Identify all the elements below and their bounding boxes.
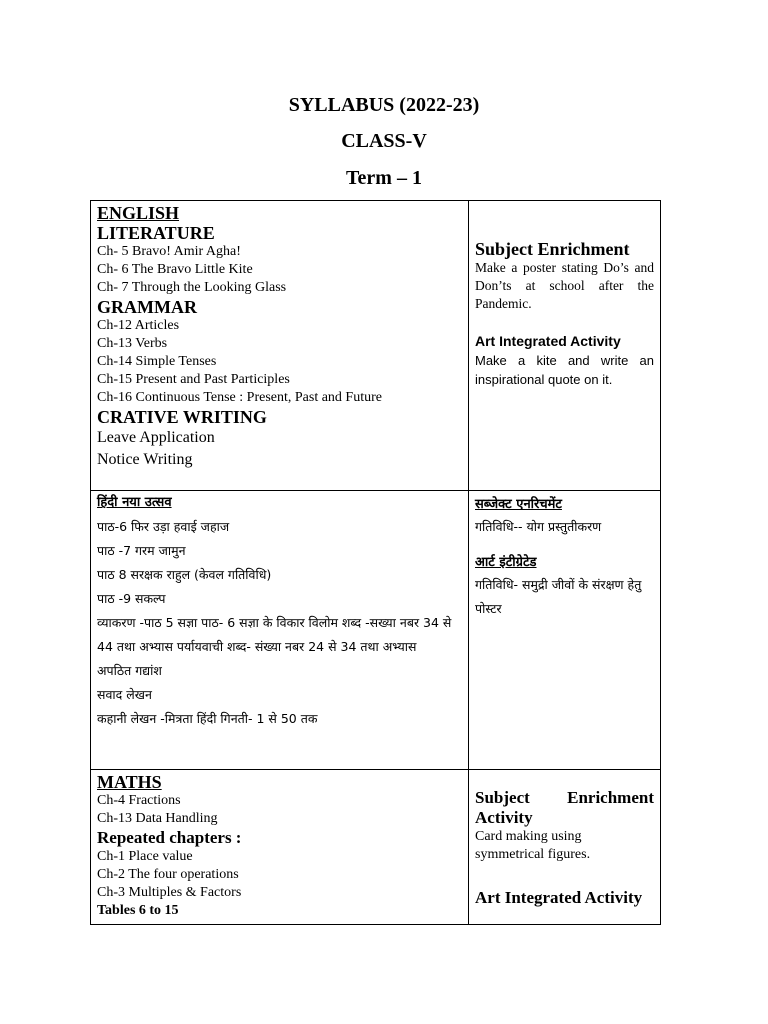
maths-enrichment-heading: Subject Enrichment Activity	[475, 788, 654, 827]
creative-writing-heading: CRATIVE WRITING	[97, 407, 267, 427]
tables-item: Tables 6 to 15	[97, 903, 179, 918]
literature-item: Ch- 6 The Bravo Little Kite	[97, 262, 253, 277]
hindi-line: पाठ -9 सकल्प	[97, 591, 166, 606]
english-activity-cell	[469, 201, 661, 491]
english-content-cell	[91, 201, 469, 491]
repeated-item: Ch-3 Multiples & Factors	[97, 885, 242, 900]
hindi-line: पाठ-6 फिर उड़ा हवाई जहाज	[97, 519, 230, 534]
maths-art-heading: Art Integrated Activity	[475, 888, 643, 907]
grammar-item: Ch-13 Verbs	[97, 336, 168, 351]
repeated-chapters-heading: Repeated chapters :	[97, 828, 242, 847]
hindi-activity-cell	[469, 491, 661, 770]
maths-heading: MATHS	[97, 772, 162, 792]
syllabus-table	[90, 200, 661, 925]
hindi-heading: हिंदी नया उत्सव	[97, 495, 172, 510]
writing-item: Leave Application	[97, 429, 215, 446]
english-row	[91, 201, 661, 491]
hindi-row	[91, 491, 661, 770]
grammar-item: Ch-16 Continuous Tense : Present, Past and Future	[97, 390, 382, 405]
document-title: SYLLABUS (2022-23)	[288, 94, 480, 116]
repeated-item: Ch-1 Place value	[97, 849, 193, 864]
hindi-enrichment-heading: सब्जेक्ट एनरिचमेंट	[475, 497, 562, 512]
hindi-line: कहानी लेखन -मित्रता हिंदी गिनती- 1 से 50 तक	[97, 711, 318, 726]
maths-content-cell	[91, 770, 469, 925]
maths-activity-cell	[469, 770, 661, 925]
literature-item: Ch- 5 Bravo! Amir Agha!	[97, 244, 241, 259]
literature-item: Ch- 7 Through the Looking Glass	[97, 280, 287, 295]
class-heading: CLASS-V	[341, 130, 427, 152]
english-art-heading: Art Integrated Activity	[475, 333, 621, 349]
english-enrichment-text: Make a poster stating Do’s and Don’ts at school after the Pandemic.	[475, 260, 654, 311]
hindi-content-cell	[91, 491, 469, 770]
english-art-text: Make a kite and write an inspirational quote on it.	[475, 353, 654, 387]
term-heading: Term – 1	[346, 167, 422, 189]
grammar-item: Ch-15 Present and Past Participles	[97, 372, 290, 387]
english-enrichment-heading: Subject Enrichment	[475, 239, 630, 259]
grammar-heading: GRAMMAR	[97, 297, 197, 317]
grammar-item: Ch-14 Simple Tenses	[97, 354, 217, 369]
hindi-line: सवाद लेखन	[97, 687, 152, 702]
english-heading: ENGLISH	[97, 203, 180, 223]
hindi-line: पाठ 8 सरक्षक राहुल (केवल गतिविधि)	[97, 567, 272, 582]
writing-item: Notice Writing	[97, 451, 193, 468]
hindi-art-text: गतिविधि- समुद्री जीवों के संरक्षण हेतु पोस्टर	[475, 577, 642, 616]
hindi-line: व्याकरण -पाठ 5 सज्ञा पाठ- 6 सज्ञा के विकार विलोम शब्द -सख्या नबर 34 से 44 तथा अभ्यास पर्यायवाची शब्द- संख्या नबर 24 से 34 तथा अभ्यास	[97, 615, 452, 654]
maths-enrichment-text: Card making using symmetrical figures.	[475, 829, 591, 862]
maths-row	[91, 770, 661, 925]
maths-item: Ch-13 Data Handling	[97, 811, 218, 826]
grammar-item: Ch-12 Articles	[97, 318, 180, 333]
hindi-line: अपठित गद्यांश	[97, 663, 162, 678]
maths-item: Ch-4 Fractions	[97, 793, 181, 808]
literature-heading: LITERATURE	[97, 223, 215, 243]
hindi-line: पाठ -7 गरम जामुन	[97, 543, 186, 558]
hindi-art-heading: आर्ट इंटीग्रेटेड	[475, 555, 537, 570]
repeated-item: Ch-2 The four operations	[97, 867, 239, 882]
hindi-enrichment-text: गतिविधि-- योग प्रस्तुतीकरण	[475, 519, 602, 534]
